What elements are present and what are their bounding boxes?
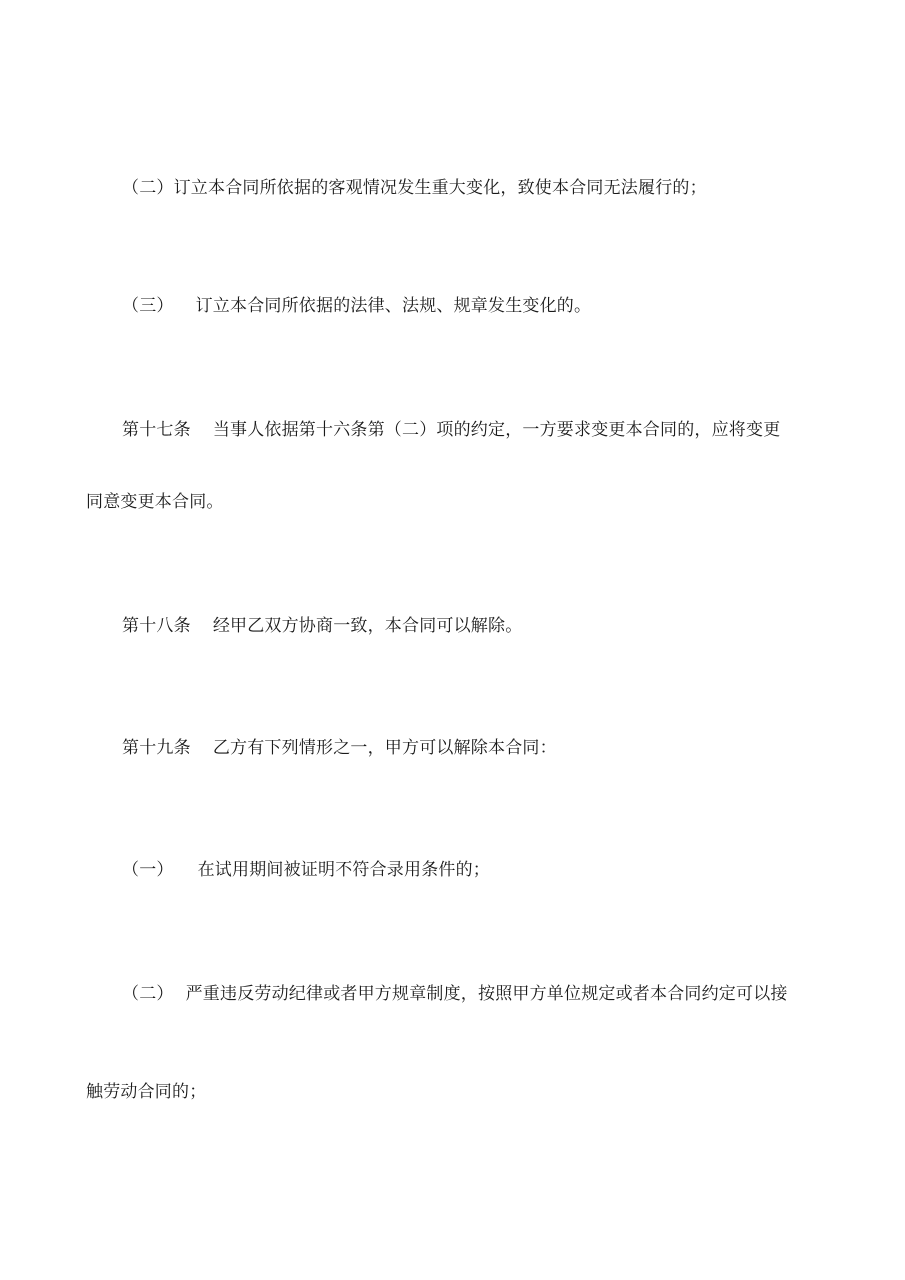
- article-continuation: [86, 490, 224, 514]
- article-marker: 第十八条: [122, 616, 191, 636]
- clause-line: [122, 176, 707, 200]
- article-text: 当事人依据第十六条第（二）项的约定，一方要求变更本合同的，应将变更: [212, 420, 781, 440]
- clause-marker: （三）: [122, 296, 174, 316]
- article-line: [122, 614, 522, 638]
- article-line: [122, 418, 780, 442]
- clause-marker: （一）: [122, 860, 174, 880]
- clause-text: 严重违反劳动纪律或者甲方规章制度，按照甲方单位规定或者本合同约定可以接: [185, 984, 788, 1004]
- clause-text: 在试用期间被证明不符合录用条件的；: [197, 860, 491, 880]
- clause-continuation: [86, 1080, 206, 1104]
- clause-line: [122, 858, 490, 882]
- clause-text: 订立本合同所依据的客观情况发生重大变化，致使本合同无法履行的；: [173, 178, 707, 198]
- clause-line: [122, 294, 591, 318]
- clause-marker: （二）: [122, 178, 174, 198]
- clause-marker: （二）: [122, 984, 174, 1004]
- article-marker: 第十七条: [122, 420, 191, 440]
- article-text: 同意变更本合同。: [86, 492, 224, 512]
- article-line: [122, 736, 557, 760]
- clause-text: 订立本合同所依据的法律、法规、规章发生变化的。: [195, 296, 592, 316]
- article-marker: 第十九条: [122, 738, 191, 758]
- article-text: 经甲乙双方协商一致，本合同可以解除。: [212, 616, 523, 636]
- clause-text: 触劳动合同的；: [86, 1082, 207, 1102]
- article-text: 乙方有下列情形之一，甲方可以解除本合同：: [212, 738, 557, 758]
- clause-line: [122, 982, 788, 1006]
